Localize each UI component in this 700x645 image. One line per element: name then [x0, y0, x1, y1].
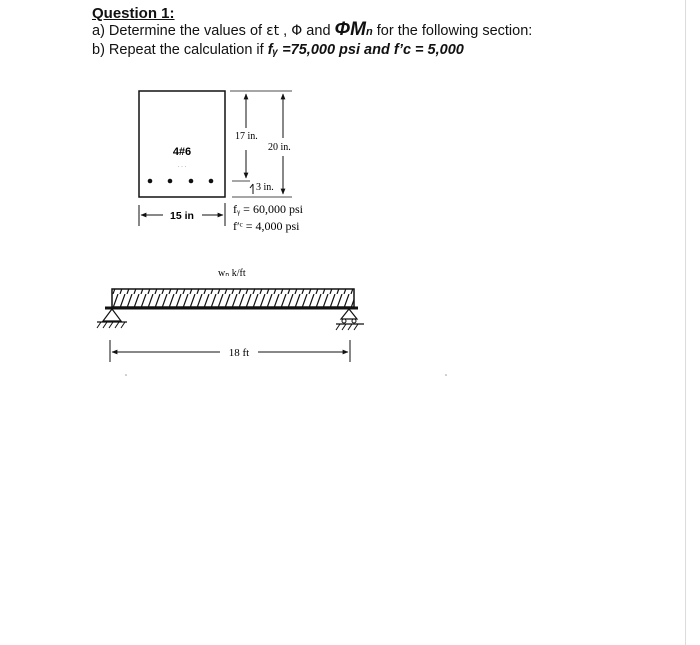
beam-cross-section [139, 91, 225, 197]
epsilon-t-symbol: εt [266, 23, 280, 39]
width-label: 15 in [170, 210, 194, 222]
beam-elevation [97, 289, 364, 330]
fc-label: f′ᶜ = 4,000 psi [233, 219, 300, 233]
hatched-distributed-load [112, 289, 354, 307]
part-b-prefix: b) Repeat the calculation if [92, 42, 268, 58]
part-a-prefix: a) Determine the values of [92, 23, 267, 39]
part-a-sep1: , [279, 23, 292, 39]
cover-3-label: 3 in. [256, 182, 274, 193]
scan-speck-2 [445, 374, 447, 376]
phi-mn-symbol: ΦM [334, 19, 366, 40]
depth-dimensions [230, 91, 292, 197]
part-a-suffix: for the following section: [372, 23, 533, 39]
load-label: wₙ k/ft [218, 268, 246, 279]
width-dimension [139, 203, 225, 226]
rebar-dot-3 [189, 179, 194, 184]
phi-symbol: Φ [291, 23, 303, 39]
bars-tick-marks: · · · [177, 164, 187, 170]
depth-20-label: 20 in. [268, 142, 291, 153]
part-b-values: fᵧ =75,000 psi and f’c = 5,000 [267, 42, 464, 58]
bars-label: 4#6 [172, 146, 192, 158]
span-dimension [110, 340, 350, 362]
span-label: 18 ft [228, 347, 250, 359]
rebar-dot-2 [168, 179, 173, 184]
rebar-dot-1 [148, 179, 153, 184]
rebar-dot-4 [209, 179, 214, 184]
depth-17-label: 17 in. [235, 131, 258, 142]
material-properties [233, 202, 304, 233]
fy-label: fᵧ = 60,000 psi [233, 202, 303, 216]
left-pin-support [97, 309, 127, 328]
mn-subscript: n [365, 26, 373, 38]
scan-speck-1 [125, 374, 127, 376]
right-roller-support [336, 309, 364, 330]
part-a-sep2: and [302, 23, 335, 39]
question-heading: Question 1: [92, 5, 175, 22]
